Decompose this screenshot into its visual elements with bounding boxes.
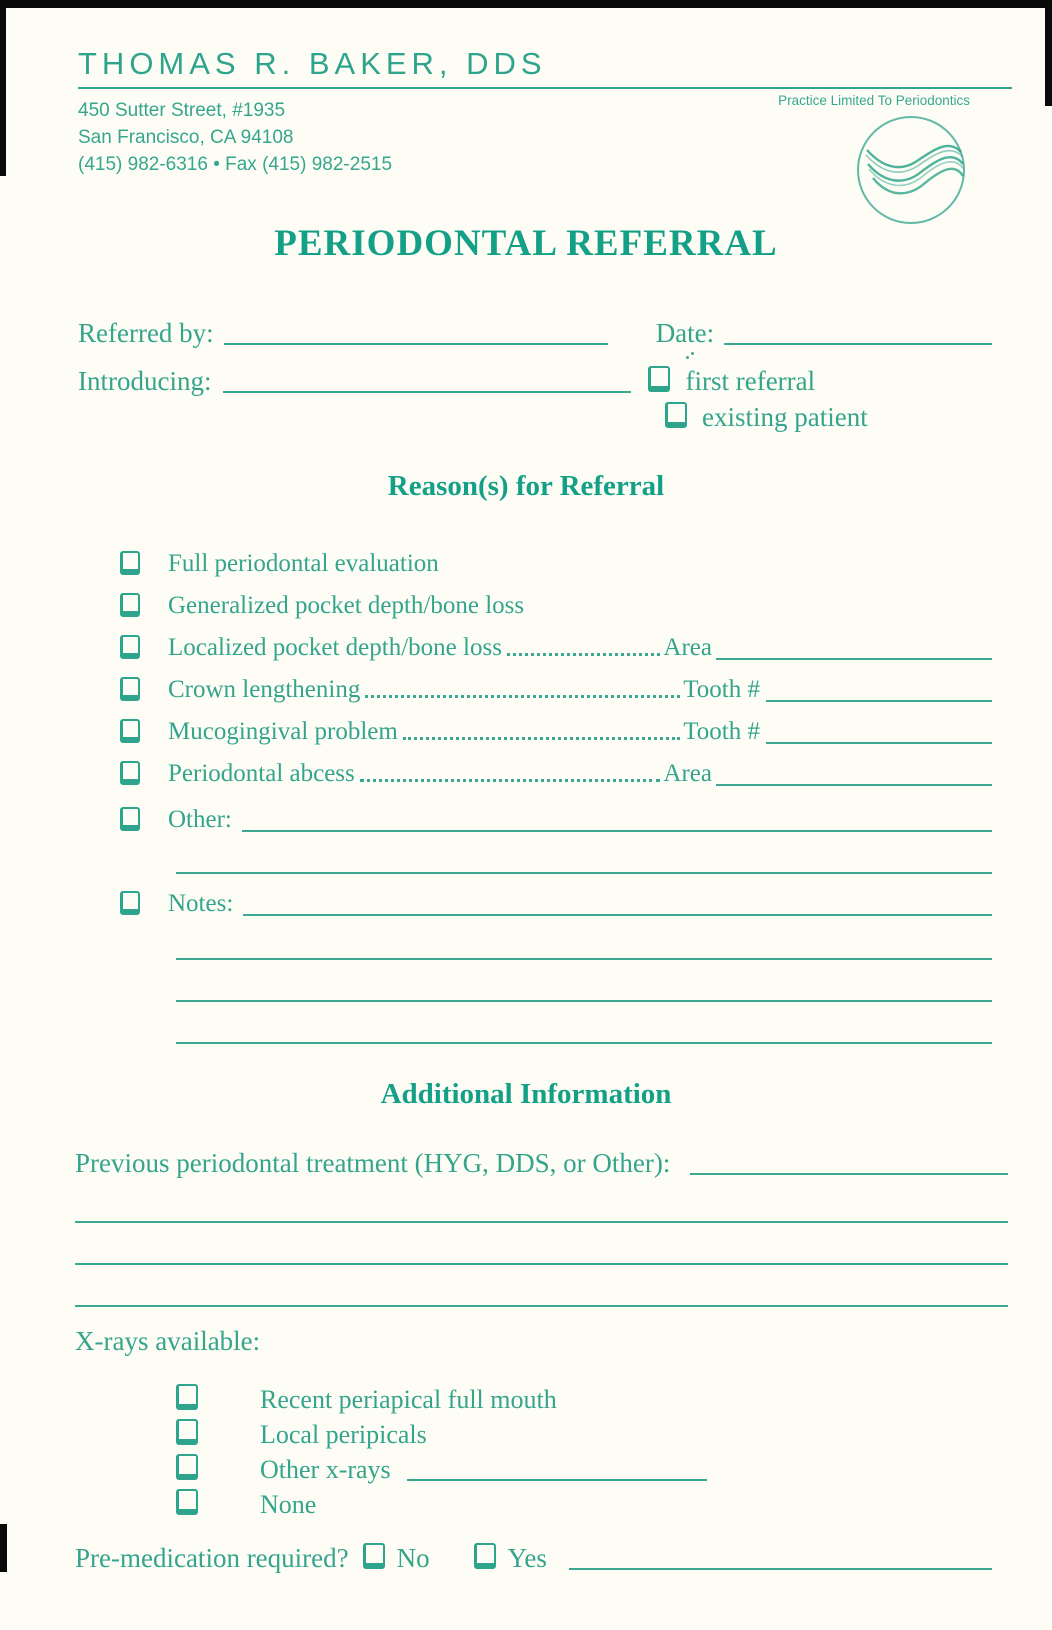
introducing-line[interactable] [223, 391, 631, 393]
date-label: Date: [655, 318, 715, 348]
checkbox-localized-pocket-depth[interactable] [120, 635, 140, 659]
other-continuation-line[interactable] [176, 872, 992, 874]
xray-option-label: None [260, 1489, 317, 1519]
reason-row [120, 592, 992, 621]
first-referral-label: first referral [685, 366, 816, 396]
checkbox-none[interactable] [176, 1489, 198, 1515]
reason-row [120, 676, 992, 705]
checkbox-periodontal-abcess[interactable] [120, 761, 140, 785]
address-line: (415) 982-6316 • Fax (415) 982-2515 [78, 154, 393, 175]
practice-name: THOMAS R. BAKER, DDS [78, 46, 547, 81]
notes-blank-line[interactable] [176, 958, 992, 960]
tooth-number-line[interactable] [766, 742, 992, 744]
premedication-question: Pre-medication required? [75, 1543, 349, 1573]
reasons-heading: Reason(s) for Referral [387, 470, 665, 502]
scan-speck [686, 352, 694, 360]
xrays-available-row [75, 1326, 260, 1356]
dotted-leader [507, 653, 660, 656]
checkbox-existing-patient[interactable] [665, 402, 687, 428]
checkbox-recent-periapical[interactable] [176, 1384, 198, 1410]
address-line: San Francisco, CA 94108 [78, 127, 294, 148]
additional-blank-line[interactable] [75, 1305, 1008, 1307]
previous-treatment-row [75, 1148, 1008, 1178]
additional-info-heading: Additional Information [380, 1078, 672, 1110]
dotted-leader [365, 695, 680, 698]
reason-suffix-label: Area [663, 634, 712, 661]
additional-blank-line[interactable] [75, 1263, 1008, 1265]
premedication-no-label: No [396, 1543, 430, 1573]
notes-blank-line[interactable] [176, 1000, 992, 1002]
reason-label: Other: [168, 806, 232, 833]
xray-option-label: Other x-rays [260, 1454, 391, 1484]
reason-suffix-label: Area [663, 760, 712, 787]
checkbox-premedication-yes[interactable] [474, 1543, 496, 1569]
date-line[interactable] [724, 343, 992, 345]
checkbox-premedication-no[interactable] [363, 1543, 385, 1569]
reason-row [120, 806, 992, 835]
existing-patient-row [665, 402, 868, 432]
notes-blank-line[interactable] [176, 1042, 992, 1044]
checkbox-local-peripicals[interactable] [176, 1419, 198, 1445]
referred-by-row [78, 318, 992, 348]
reason-label: Localized pocket depth/bone loss [168, 634, 502, 661]
practice-address [78, 97, 392, 178]
reason-suffix-label: Tooth # [683, 718, 760, 745]
dotted-leader [403, 737, 680, 740]
reason-label: Generalized pocket depth/bone loss [168, 592, 525, 619]
scan-edge-left-bottom [0, 1524, 7, 1572]
referred-by-line[interactable] [224, 343, 608, 345]
introducing-row [78, 366, 956, 396]
tooth-number-line[interactable] [766, 700, 992, 702]
premedication-yes-label: Yes [507, 1543, 547, 1573]
xray-option-label: Recent periapical full mouth [260, 1384, 557, 1414]
area-line[interactable] [716, 658, 992, 660]
premedication-row [75, 1543, 992, 1573]
scan-edge-top [0, 0, 1052, 8]
practice-limited-note: Practice Limited To Periodontics [778, 93, 970, 108]
checkbox-other[interactable] [120, 807, 140, 831]
xray-option-row [176, 1419, 427, 1449]
referred-by-label: Referred by: [78, 318, 214, 348]
checkbox-notes[interactable] [120, 891, 140, 915]
reason-label: Crown lengthening [168, 676, 361, 703]
checkbox-full-periodontal-evaluation[interactable] [120, 551, 140, 575]
reason-label: Mucogingival problem [168, 718, 398, 745]
reason-row [120, 634, 992, 663]
area-line[interactable] [716, 784, 992, 786]
existing-patient-label: existing patient [702, 402, 868, 432]
wave-circle-logo-icon [851, 108, 971, 228]
scan-edge-left [0, 8, 6, 176]
reason-label: Periodontal abcess [168, 760, 355, 787]
xray-option-label: Local peripicals [260, 1419, 427, 1449]
checkbox-crown-lengthening[interactable] [120, 677, 140, 701]
address-line: 450 Sutter Street, #1935 [78, 100, 286, 121]
other-xrays-line[interactable] [407, 1479, 707, 1481]
checkbox-generalized-pocket-depth[interactable] [120, 593, 140, 617]
scan-edge-right [1045, 8, 1052, 106]
dotted-leader [360, 779, 661, 782]
reason-suffix-label: Tooth # [683, 676, 760, 703]
checkbox-first-referral[interactable] [648, 366, 670, 392]
reason-row [120, 550, 992, 579]
introducing-label: Introducing: [78, 366, 212, 396]
xrays-available-label: X-rays available: [75, 1326, 261, 1356]
reason-row [120, 718, 992, 747]
reason-row [120, 760, 992, 789]
additional-blank-line[interactable] [75, 1221, 1008, 1223]
letterhead-rule [78, 87, 1012, 89]
notes-line[interactable] [243, 914, 992, 916]
other-line[interactable] [242, 830, 992, 832]
xray-option-row [176, 1489, 316, 1519]
checkbox-other-xrays[interactable] [176, 1454, 198, 1480]
xray-option-row [176, 1384, 557, 1414]
reason-label: Full periodontal evaluation [168, 550, 439, 577]
previous-treatment-label: Previous periodontal treatment (HYG, DDS, or Other): [75, 1148, 671, 1178]
previous-treatment-line[interactable] [690, 1173, 1008, 1175]
reason-row [120, 890, 992, 919]
reason-label: Notes: [168, 890, 234, 917]
form-title: PERIODONTAL REFERRAL [274, 223, 778, 264]
checkbox-mucogingival-problem[interactable] [120, 719, 140, 743]
premedication-yes-line[interactable] [569, 1568, 992, 1570]
xray-option-row [176, 1454, 707, 1484]
